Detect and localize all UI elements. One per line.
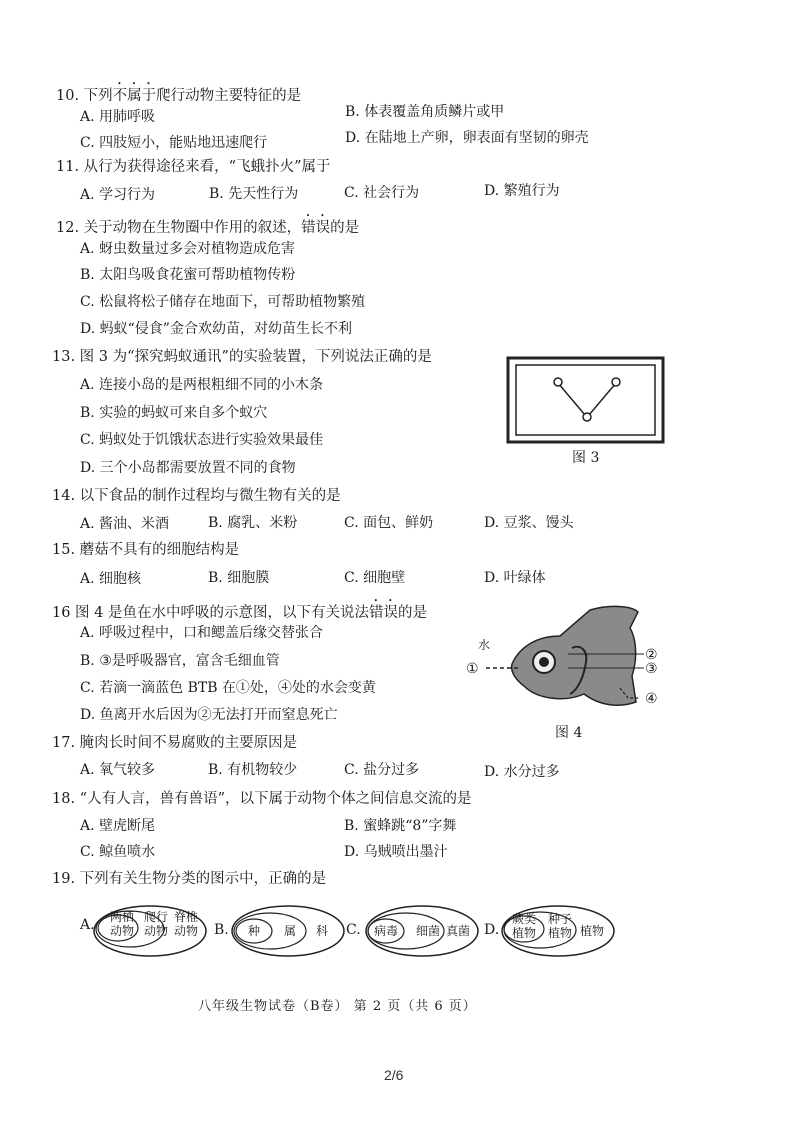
q19-stem: 19. 下列有关生物分类的图示中，正确的是 [52, 871, 327, 887]
q19-diagram-c-letter: C. [346, 922, 361, 938]
q19-d-text-2: 植物 [512, 926, 537, 940]
q19-c-label-virus: 病毒 [374, 924, 399, 938]
q16-option-b: B. ③是呼吸器官，富含毛细血管 [80, 653, 280, 669]
q19-a-text-2: 动物 [110, 924, 135, 938]
fish-pupil [539, 657, 549, 667]
q13-option-d: D. 三个小岛都需要放置不同的食物 [80, 460, 296, 476]
figure3-caption: 图 3 [572, 450, 600, 466]
q18-option-c: C. 鲸鱼喷水 [80, 844, 156, 860]
q15-option-a: A. 细胞核 [80, 571, 142, 587]
q19-d-text-3: 种子 [548, 912, 573, 926]
island-bottom [583, 413, 591, 421]
q11-option-b: B. 先天性行为 [209, 186, 299, 202]
q15-option-d: D. 叶绿体 [484, 570, 546, 586]
q18-option-b: B. 蜜蜂跳“8”字舞 [344, 818, 457, 834]
q19-d-text-4: 植物 [548, 926, 573, 940]
q18-stem: 18. “人有人言，兽有兽语”，以下属于动物个体之间信息交流的是 [52, 791, 472, 807]
q19-d-label-fern [512, 912, 536, 940]
q17-option-c: C. 盐分过多 [344, 762, 420, 778]
q16-stem-emph: 错误 [369, 605, 399, 621]
q19-c-label-fungi: 真菌 [446, 924, 471, 938]
q15-option-c: C. 细胞壁 [344, 570, 406, 586]
q12-stem-post: 的是 [330, 220, 360, 236]
q19-diagram-b-letter: B. [214, 922, 229, 938]
q11-stem: 11. 从行为获得途径来看，“飞蛾扑火”属于 [56, 159, 331, 175]
q12-option-d: D. 蚂蚁“侵食”金合欢幼苗，对幼苗生长不利 [80, 321, 352, 337]
q10-stem-emph: 不属于 [112, 88, 157, 104]
q16-option-c: C. 若滴一滴蓝色 BTB 在①处，④处的水会变黄 [80, 680, 376, 696]
fig4-label-2: ② [645, 647, 658, 663]
q10-stem [56, 80, 301, 105]
q19-d-label-plant: 植物 [580, 924, 605, 938]
q12-stem [56, 212, 359, 237]
fig4-label-3: ③ [645, 661, 658, 677]
q16-stem [52, 597, 427, 622]
q12-stem-emph: 错误 [301, 220, 331, 236]
q19-a-text-3: 爬行 [144, 910, 169, 924]
q14-option-a: A. 酱油、米酒 [80, 516, 170, 532]
fig4-label-1: ① [466, 661, 479, 677]
figure4-caption: 图 4 [555, 725, 583, 741]
q19-a-text-1: 两栖 [110, 910, 135, 924]
tray-inner [516, 365, 655, 435]
stick-right [589, 383, 616, 415]
q10-option-c: C. 四肢短小，能贴地迅速爬行 [80, 135, 268, 151]
q13-option-c: C. 蚂蚁处于饥饿状态进行实验效果最佳 [80, 432, 324, 448]
q18-option-a: A. 壁虎断尾 [80, 818, 156, 834]
q13-stem: 13. 图 3 为“探究蚂蚁通讯”的实验装置，下列说法正确的是 [52, 349, 432, 365]
q19-a-label-reptile [144, 910, 168, 938]
q10-option-d: D. 在陆地上产卵，卵表面有坚韧的卵壳 [345, 130, 589, 146]
q16-option-d: D. 鱼离开水后因为②无法打开而窒息死亡 [80, 707, 338, 723]
q19-a-text-5: 脊椎 [174, 910, 199, 924]
fig4-label-4: ④ [645, 691, 658, 707]
q19-d-text-1: 蕨类 [512, 912, 537, 926]
q14-option-c: C. 面包、鲜奶 [344, 515, 434, 531]
q19-a-text-4: 动物 [144, 924, 169, 938]
q19-a-label-vertebrate [174, 910, 198, 938]
q19-diagram-a-letter: A. [80, 917, 95, 933]
q13-option-b: B. 实验的蚂蚁可来自多个蚁穴 [80, 405, 268, 421]
q14-option-b: B. 腐乳、米粉 [208, 515, 298, 531]
exam-footer: 八年级生物试卷（B卷） 第 2 页（共 6 页） [198, 999, 477, 1014]
q16-option-a: A. 呼吸过程中，口和鳃盖后缘交替张合 [80, 625, 324, 641]
q12-option-c: C. 松鼠将松子储存在地面下，可帮助植物繁殖 [80, 294, 366, 310]
stick-left [558, 383, 585, 415]
q10-stem-post: 爬行动物主要特征的是 [156, 88, 302, 104]
q19-d-label-seed [548, 912, 572, 940]
q11-option-a: A. 学习行为 [80, 187, 156, 203]
island-right [612, 378, 620, 386]
q12-option-b: B. 太阳鸟吸食花蜜可帮助植物传粉 [80, 267, 296, 283]
q19-a-label-amphibian [110, 910, 134, 938]
q13-option-a: A. 连接小岛的是两根粗细不同的小木条 [80, 377, 324, 393]
fish-respiration-figure [460, 598, 670, 718]
q14-stem: 14. 以下食品的制作过程均与微生物有关的是 [52, 488, 341, 504]
island-left [554, 378, 562, 386]
q17-option-b: B. 有机物较少 [208, 762, 298, 778]
q17-stem: 17. 腌肉长时间不易腐败的主要原因是 [52, 735, 298, 751]
tray-outer [508, 358, 663, 442]
q19-b-label-species: 种 [248, 924, 261, 938]
q19-b-label-genus: 属 [284, 924, 297, 938]
q14-option-d: D. 豆浆、馒头 [484, 515, 574, 531]
q15-option-b: B. 细胞膜 [208, 570, 270, 586]
page-indicator: 2/6 [384, 1067, 404, 1083]
q16-stem-pre: 16 图 4 是鱼在水中呼吸的示意图，以下有关说法 [52, 605, 370, 621]
q17-option-a: A. 氧气较多 [80, 762, 156, 778]
q19-b-label-family: 科 [316, 924, 329, 938]
q16-stem-post: 的是 [398, 605, 428, 621]
q12-stem-pre: 12. 关于动物在生物圈中作用的叙述， [56, 220, 302, 236]
q11-option-d: D. 繁殖行为 [484, 183, 560, 199]
q19-a-text-6: 动物 [174, 924, 199, 938]
q11-option-c: C. 社会行为 [344, 185, 420, 201]
q17-option-d: D. 水分过多 [484, 764, 560, 780]
q10-option-a: A. 用肺呼吸 [80, 109, 156, 125]
fig4-water-label: 水 [478, 638, 491, 652]
q10-stem-pre: 10. 下列 [56, 88, 113, 104]
q18-option-d: D. 乌贼喷出墨汁 [344, 844, 448, 860]
q15-stem: 15. 蘑菇不具有的细胞结构是 [52, 542, 240, 558]
ant-experiment-figure [506, 356, 666, 446]
q19-diagram-d-letter: D. [484, 922, 500, 938]
q10-option-b: B. 体表覆盖角质鳞片或甲 [345, 104, 505, 120]
q19-c-label-bacteria: 细菌 [416, 924, 441, 938]
q12-option-a: A. 蚜虫数量过多会对植物造成危害 [80, 241, 296, 257]
